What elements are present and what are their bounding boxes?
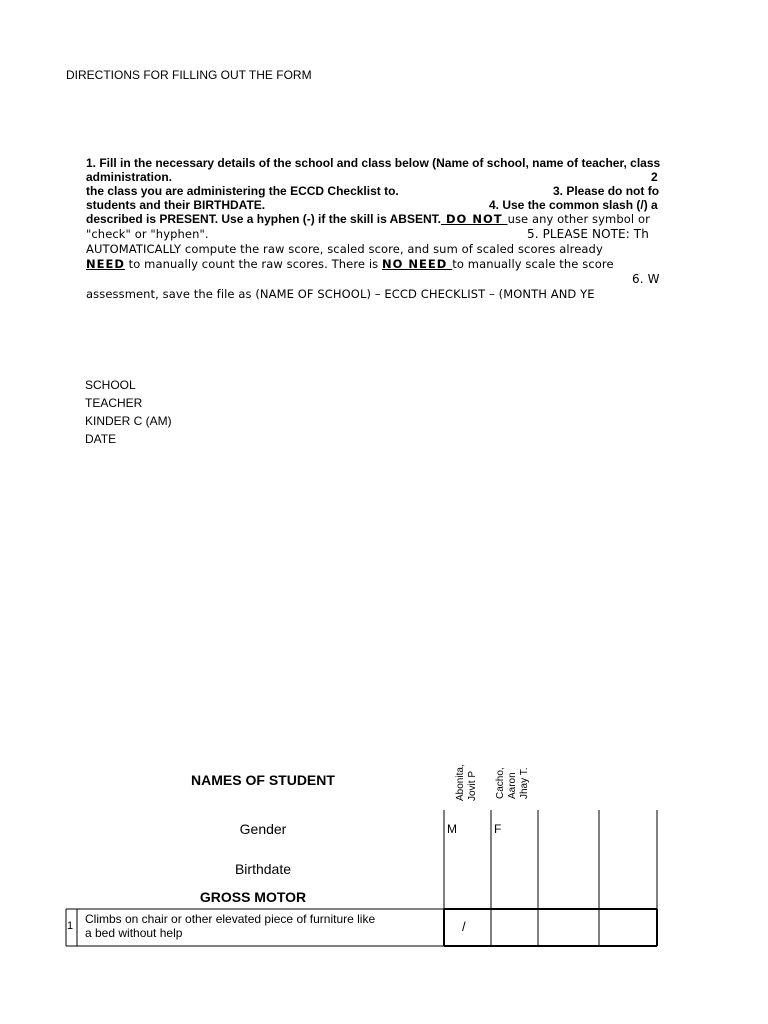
student-name-1 <box>455 764 479 801</box>
directions-line-4: students and their BIRTHDATE. <box>86 198 266 212</box>
directions-step-4: 4. Use the common slash (/) a <box>489 198 658 212</box>
directions-line-2: administration. <box>86 170 173 184</box>
student-name-2 <box>495 767 531 799</box>
directions-line-8 <box>86 257 614 271</box>
directions-no-need: NO NEED <box>381 257 453 271</box>
item-line-2: a bed without help <box>85 926 183 940</box>
student-1-line-1: Abonita, <box>455 764 466 801</box>
directions-block <box>86 156 661 304</box>
directions-step-6: 6. W <box>632 272 660 286</box>
section-gross-motor: GROSS MOTOR <box>199 889 307 905</box>
page-title: DIRECTIONS FOR FILLING OUT THE FORM <box>66 68 312 82</box>
directions-step-3: 3. Please do not fo <box>553 184 660 198</box>
student-2-line-1: Cacho, <box>495 767 506 799</box>
item-line-1: Climbs on chair or other elevated piece of furniture like <box>85 912 376 926</box>
directions-need: NEED <box>86 257 125 271</box>
student-1-item-1-mark[interactable]: / <box>462 919 466 934</box>
student-2-line-3: Jhay T. <box>519 767 530 799</box>
gender-label: Gender <box>239 821 287 837</box>
student-2-line-2: Aaron <box>507 772 518 799</box>
directions-line-3: the class you are administering the ECCD Checklist to. <box>86 184 399 198</box>
directions-step-2: 2 <box>651 170 658 184</box>
directions-line-1: 1. Fill in the necessary details of the school and class below (Name of school, name of teacher, class <box>86 156 661 170</box>
student-1-line-2: Jovit P <box>467 770 478 801</box>
student-1-gender[interactable]: M <box>447 822 457 836</box>
school-label: SCHOOL <box>85 378 136 392</box>
teacher-label: TEACHER <box>85 396 143 410</box>
directions-line-6: "check" or "hyphen". <box>86 227 209 241</box>
directions-line-5 <box>86 212 650 226</box>
names-header: NAMES OF STUDENT <box>191 772 335 788</box>
directions-line-5-rest: use any other symbol or <box>507 212 650 226</box>
directions-step-5: 5. PLEASE NOTE: Th <box>527 227 649 241</box>
date-label: DATE <box>85 432 117 446</box>
birthdate-label: Birthdate <box>234 861 292 877</box>
directions-line-10: assessment, save the file as (NAME OF SCHOOL) – ECCD CHECKLIST – (MONTH AND YE <box>86 287 595 301</box>
directions-line-7: AUTOMATICALLY compute the raw score, scaled score, and sum of scaled scores already <box>86 242 603 256</box>
directions-line-8-rest: to manually scale the score <box>452 257 614 271</box>
directions-line-8-text: to manually count the raw scores. There is <box>124 257 382 271</box>
item-number: 1 <box>67 920 74 932</box>
class-label: KINDER C (AM) <box>85 414 172 428</box>
student-2-gender[interactable]: F <box>494 822 502 836</box>
item-description <box>85 912 375 940</box>
directions-do-not: DO NOT <box>440 212 508 226</box>
directions-line-5-text: described is PRESENT. Use a hyphen (-) if the skill is ABSENT. <box>86 212 441 226</box>
